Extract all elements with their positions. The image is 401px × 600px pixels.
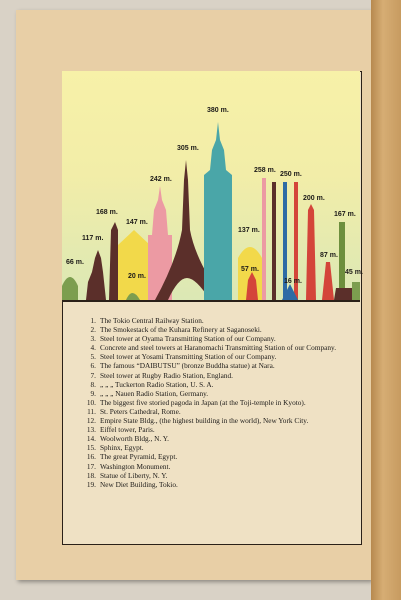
legend-text: Steel tower at Rugby Radio Station, England. (100, 370, 233, 380)
legend-item (78, 334, 358, 343)
legend-text: Steel tower at Oyama Transmitting Station of our Company. (100, 334, 276, 344)
tokio-station-shape (62, 277, 78, 300)
washington-monument-shape (306, 204, 316, 300)
legend-text: Statue of Liberty, N. Y. (100, 470, 168, 480)
legend-item (78, 352, 358, 361)
legend-number: 16. (86, 452, 96, 462)
legend-number: 9. (90, 388, 96, 398)
legend-item (78, 398, 358, 407)
label-45m: 45 m. (345, 269, 363, 276)
legend-text: „ „ „ Tuckerton Radio Station, U. S. A. (100, 379, 214, 389)
legend-number: 5. (90, 352, 96, 362)
structure-legend-list (78, 316, 358, 489)
haranomachi-tower-shape (118, 230, 150, 300)
rugby-tower-shape (262, 178, 266, 300)
legend-number: 7. (90, 370, 96, 380)
label-57m: 57 m. (241, 266, 259, 273)
label-167m: 167 m. (334, 211, 356, 218)
legend-text: The biggest five storied pagoda in Japan (at the Toji-temple in Kyoto). (100, 397, 306, 407)
tuckerton-tower-shape (272, 182, 276, 300)
legend-number: 11. (87, 406, 96, 416)
label-242m: 242 m. (150, 176, 172, 183)
legend-item (78, 407, 358, 416)
legend-number: 12. (86, 416, 96, 426)
legend-item (78, 434, 358, 443)
yosami-tower-shape (322, 262, 334, 300)
label-258m: 258 m. (254, 167, 276, 174)
label-20m: 20 m. (128, 273, 146, 280)
legend-text: Sphinx, Egypt. (100, 443, 144, 453)
legend-number: 14. (86, 434, 96, 444)
legend-text: Woolworth Bldg., N. Y. (100, 434, 169, 444)
label-250m: 250 m. (280, 171, 302, 178)
label-200m: 200 m. (303, 195, 325, 202)
legend-text: The famous “DAIBUTSU” (bronze Buddha statue) at Nara. (100, 361, 275, 371)
legend-number: 10. (86, 397, 96, 407)
legend-number: 13. (86, 425, 96, 435)
legend-text: Steel tower at Yosami Transmitting Station of our Company. (100, 352, 277, 362)
legend-item (78, 325, 358, 334)
legend-text: The Tokio Central Railway Station. (100, 316, 204, 325)
statue-of-liberty-shape (86, 250, 106, 300)
legend-item (78, 416, 358, 425)
legend-item (78, 425, 358, 434)
legend-number: 3. (90, 334, 96, 344)
label-168m: 168 m. (96, 209, 118, 216)
label-305m: 305 m. (177, 145, 199, 152)
legend-item (78, 389, 358, 398)
legend-text: St. Peters Cathedral, Rome. (100, 406, 181, 416)
legend-number: 8. (90, 379, 96, 389)
legend-text: The great Pyramid, Egypt. (100, 452, 178, 462)
ground-line (62, 300, 360, 302)
label-16m: 16 m. (284, 278, 302, 285)
legend-number: 15. (86, 443, 96, 453)
legend-number: 1. (90, 316, 96, 325)
legend-number: 4. (90, 343, 96, 353)
legend-number: 6. (90, 361, 96, 371)
legend-item (78, 371, 358, 380)
legend-text: The Smokestack of the Kuhara Refinery at Saganoseki. (100, 325, 262, 335)
legend-text: Washington Monument. (100, 461, 171, 471)
empire-state-bldg-shape (204, 122, 232, 300)
legend-item (78, 471, 358, 480)
legend-text: Concrete and steel towers at Haranomachi Transmitting Station of our Company. (100, 343, 337, 353)
legend-item (78, 462, 358, 471)
legend-text: New Diet Building, Tokio. (100, 479, 178, 489)
legend-item (78, 452, 358, 461)
label-87m: 87 m. (320, 252, 338, 259)
legend-text: „ „ „ Nauen Radio Station, Germany. (100, 388, 209, 398)
legend-number: 17. (86, 461, 96, 471)
legend-number: 2. (90, 325, 96, 335)
legend-number: 18. (86, 470, 96, 480)
legend-text: Eiffel tower, Paris. (100, 425, 155, 435)
legend-item (78, 361, 358, 370)
tokio-station-right-shape (352, 282, 360, 300)
label-117m: 117 m. (82, 235, 104, 242)
legend-number: 19. (86, 479, 96, 489)
legend-item (78, 480, 358, 489)
legend-item (78, 343, 358, 352)
legend-text: Empire State Bldg., (the highest building in the world), New York City. (100, 416, 309, 426)
label-147m: 147 m. (126, 219, 148, 226)
label-137m: 137 m. (238, 227, 260, 234)
legend-item (78, 443, 358, 452)
smokestack-shape (109, 222, 118, 300)
legend-item (78, 316, 358, 325)
legend-item (78, 380, 358, 389)
label-66m: 66 m. (66, 259, 84, 266)
label-380m: 380 m. (207, 107, 229, 114)
sphinx-shape (334, 288, 354, 300)
